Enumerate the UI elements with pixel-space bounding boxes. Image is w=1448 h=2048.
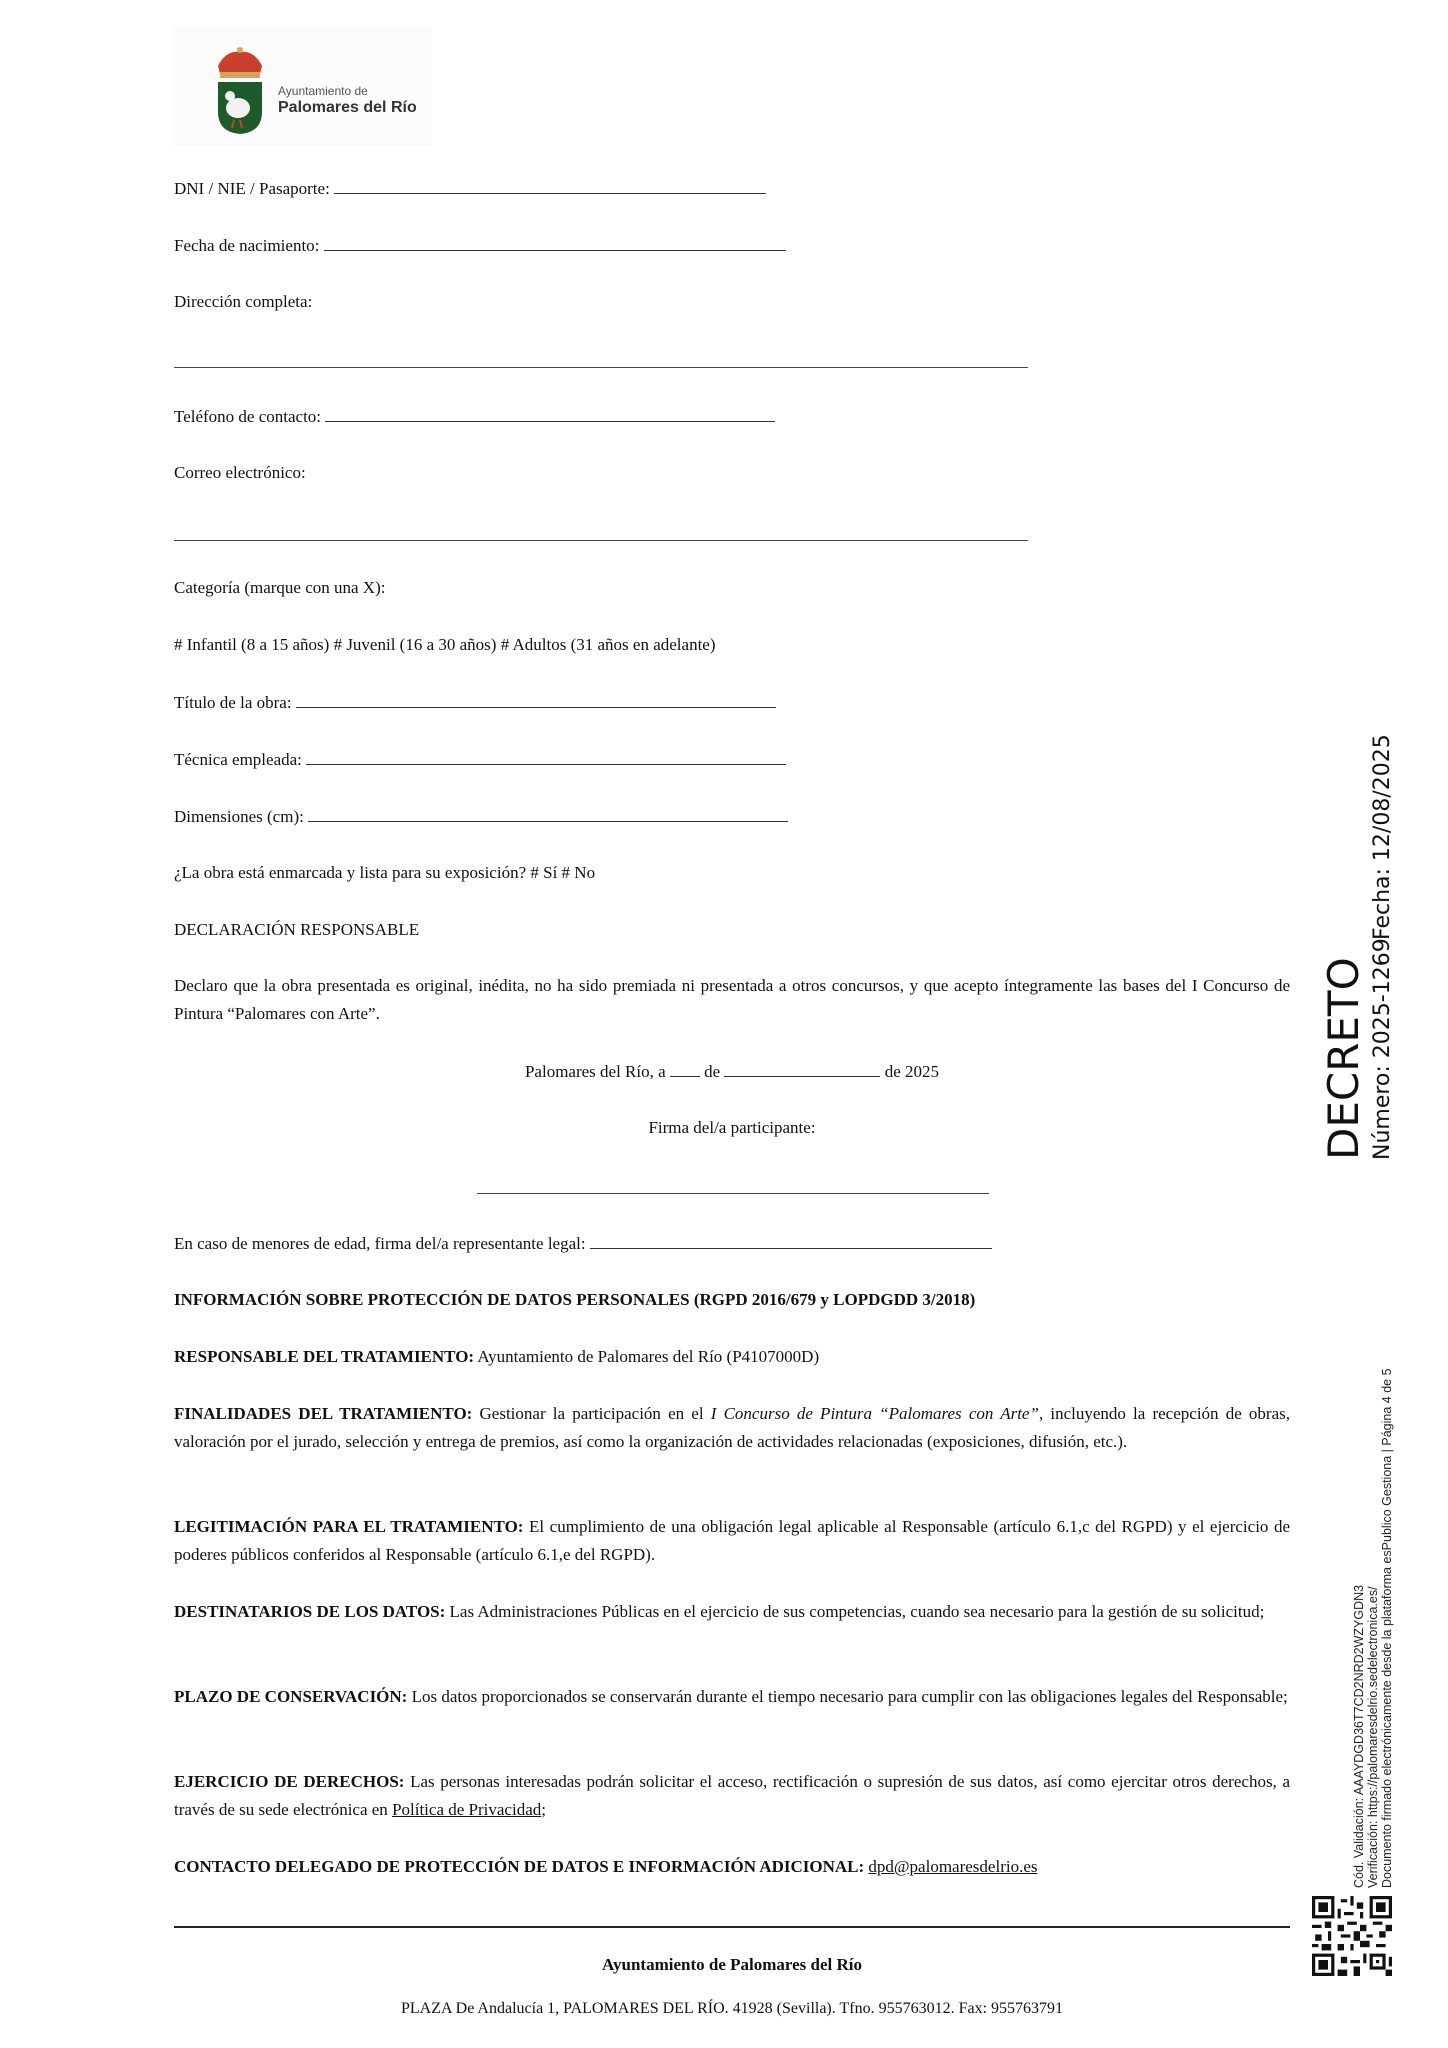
phone-input-line[interactable]	[325, 405, 775, 422]
declaration-text: Declaro que la obra presentada es original, inédita, no ha sido premiada ni presentada a otros concursos, y que acepto íntegramente las bases del I Concurso de Pintura “Palomares con Arte”.	[174, 976, 1290, 1023]
footer-address: PLAZA De Andalucía 1, PALOMARES DEL RÍO. 41928 (Sevilla). Tfno. 955763012. Fax: 955763791	[400, 2000, 1064, 2017]
dimensions-input-line[interactable]	[308, 805, 788, 822]
signature-label: Firma del/a participante:	[648, 1118, 816, 1137]
privacy-contacto	[174, 1853, 1290, 1881]
email-label: Correo electrónico:	[174, 463, 306, 482]
contacto-label: CONTACTO DELEGADO DE PROTECCIÓN DE DATOS E INFORMACIÓN ADICIONAL:	[174, 1857, 865, 1876]
logo-text-line1: Ayuntamiento de	[278, 84, 368, 98]
email-input-line[interactable]	[174, 540, 1028, 541]
stamp-number: Número: 2025-1269	[1370, 938, 1395, 1160]
declaration-heading: DECLARACIÓN RESPONSABLE	[174, 920, 420, 939]
municipal-logo	[172, 26, 432, 146]
birth-date-label: Fecha de nacimiento:	[174, 236, 320, 255]
finalidades-italic: I Concurso de Pintura “Palomares con Arte”	[710, 1404, 1039, 1423]
validation-code: Cód. Validación: AAAYDGD36T7CD2NRD2WZYGDN3	[1352, 1584, 1366, 1888]
place-date-line	[174, 1060, 1290, 1083]
privacy-policy-link[interactable]: Política de Privacidad	[392, 1800, 542, 1819]
destinatarios-label: DESTINATARIOS DE LOS DATOS:	[174, 1602, 446, 1621]
place-date-de: de	[704, 1062, 721, 1081]
phone-label: Teléfono de contacto:	[174, 407, 322, 426]
finalidades-text1: Gestionar la participación en el	[479, 1404, 704, 1423]
address-label: Dirección completa:	[174, 292, 313, 311]
minor-signature-label: En caso de menores de edad, firma del/a representante legal:	[174, 1234, 586, 1253]
privacy-legitimacion	[174, 1513, 1290, 1569]
month-input-line[interactable]	[724, 1060, 880, 1077]
artwork-title-input-line[interactable]	[296, 691, 776, 708]
coat-of-arms-icon	[212, 46, 268, 136]
finalidades-label: FINALIDADES DEL TRATAMIENTO:	[174, 1404, 473, 1423]
logo-text-line2: Palomares del Río	[278, 99, 417, 116]
legitimacion-label: LEGITIMACIÓN PARA EL TRATAMIENTO:	[174, 1517, 524, 1536]
artwork-title-field	[174, 691, 776, 714]
derechos-end: ;	[541, 1800, 546, 1819]
destinatarios-text: Las Administraciones Públicas en el ejercicio de sus competencias, cuando sea necesario para la gestión de su solicitud;	[449, 1602, 1265, 1621]
stamp-date: Fecha: 12/08/2025	[1370, 734, 1395, 940]
qr-code-icon	[1312, 1896, 1392, 1976]
dimensions-field	[174, 805, 788, 828]
privacy-heading: INFORMACIÓN SOBRE PROTECCIÓN DE DATOS PERSONALES (RGPD 2016/679 y LOPDGDD 3/2018)	[174, 1290, 976, 1309]
address-input-line[interactable]	[174, 367, 1028, 368]
privacy-destinatarios	[174, 1598, 1290, 1626]
privacy-plazo	[174, 1683, 1290, 1711]
dimensions-label: Dimensiones (cm):	[174, 807, 304, 826]
place-date-prefix: Palomares del Río, a	[524, 1062, 666, 1081]
framed-question[interactable]: ¿La obra está enmarcada y lista para su exposición? # Sí # No	[174, 863, 596, 882]
footer-divider	[174, 1926, 1290, 1928]
responsable-text: Ayuntamiento de Palomares del Río (P4107000D)	[477, 1347, 820, 1366]
finalidades-text2: , incluyendo la recepción de obras, valoración por el jurado, selección y entrega de premios, así como la organización de actividades relacionadas (exposiciones, difusión, etc.).	[174, 1404, 1290, 1451]
derechos-label: EJERCICIO DE DERECHOS:	[174, 1772, 405, 1791]
category-options[interactable]: # Infantil (8 a 15 años) # Juvenil (16 a 30 años) # Adultos (31 años en adelante)	[174, 635, 716, 654]
dpo-email-link[interactable]: dpd@palomaresdelrio.es	[868, 1857, 1038, 1876]
day-input-line[interactable]	[670, 1060, 700, 1077]
dni-input-line[interactable]	[334, 177, 766, 194]
responsable-label: RESPONSABLE DEL TRATAMIENTO:	[174, 1347, 475, 1366]
artwork-title-label: Título de la obra:	[174, 693, 292, 712]
technique-label: Técnica empleada:	[174, 750, 302, 769]
legitimacion-text: El cumplimiento de una obligación legal aplicable al Responsable (artículo 6.1,c del RGPD) y el ejercicio de poderes públicos conferidos al Responsable (artículo 6.1,e del RGPD).	[174, 1517, 1291, 1564]
minor-signature-field	[174, 1232, 992, 1255]
birth-date-field	[174, 234, 786, 257]
privacy-responsable	[174, 1343, 1290, 1371]
verification-url[interactable]: Verificación: https://palomaresdelrio.sedelectronica.es/	[1366, 1586, 1380, 1888]
footer-org: Ayuntamiento de Palomares del Río	[601, 1955, 863, 1974]
dni-label: DNI / NIE / Pasaporte:	[174, 179, 330, 198]
participant-signature-line[interactable]	[477, 1193, 989, 1194]
plazo-label: PLAZO DE CONSERVACIÓN:	[174, 1687, 408, 1706]
technique-field	[174, 748, 786, 771]
stamp-decreto: DECRETO	[1319, 957, 1368, 1160]
minor-signature-line[interactable]	[590, 1232, 992, 1249]
signed-notice: Documento firmado electrónicamente desde la plataforma esPublico Gestiona | Página 4 de 5	[1380, 1368, 1394, 1888]
derechos-text: Las personas interesadas podrán solicitar el acceso, rectificación o supresión de sus datos, así como ejercitar otros derechos, a través de su sede electrónica en	[174, 1772, 1290, 1819]
privacy-finalidades	[174, 1400, 1290, 1456]
category-label: Categoría (marque con una X):	[174, 578, 386, 597]
plazo-text: Los datos proporcionados se conservarán durante el tiempo necesario para cumplir con las obligaciones legales del Responsable;	[411, 1687, 1288, 1706]
technique-input-line[interactable]	[306, 748, 786, 765]
place-date-suffix: de 2025	[884, 1062, 940, 1081]
dni-field	[174, 177, 766, 200]
phone-field	[174, 405, 775, 428]
birth-date-input-line[interactable]	[324, 234, 786, 251]
privacy-derechos	[174, 1768, 1290, 1824]
